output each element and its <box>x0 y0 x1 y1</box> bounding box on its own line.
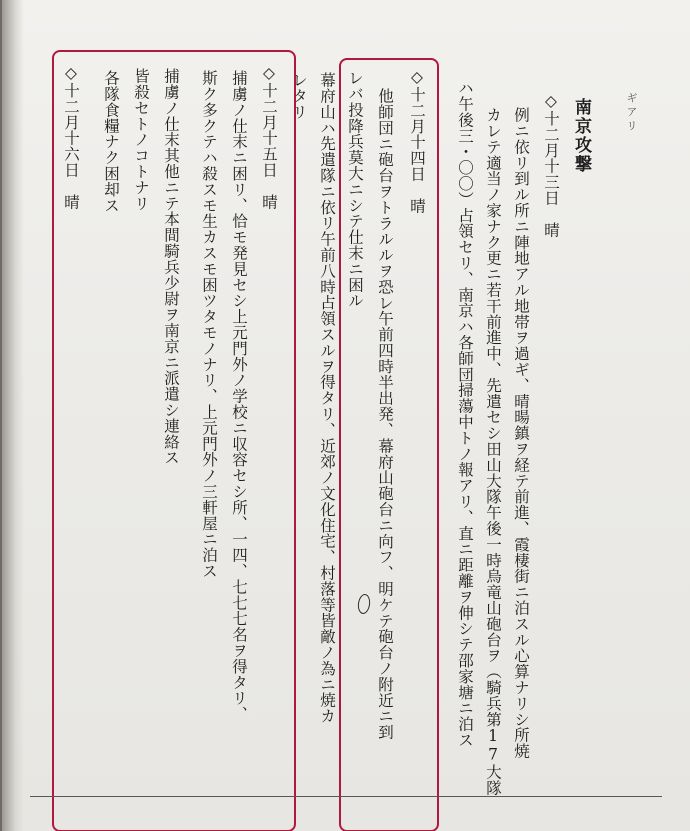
entry-line: 各隊食糧ナク困却ス <box>102 70 120 214</box>
entry-line: カレテ適当ノ家ナク更ニ若干前進中、先遣セシ田山大隊午後一時烏竜山砲台ヲ（騎兵第17大隊 <box>484 107 502 796</box>
running-header: ギアリ <box>625 92 638 134</box>
entry-line: レタリ <box>290 72 308 120</box>
entry-line: ハ午後三・〇〇）占領セリ、南京ハ各師団掃蕩中トノ報アリ、直ニ距離ヲ伸シテ邵家塘ニ泊ス <box>456 80 474 748</box>
entry-line: 斯ク多クテハ殺スモ生カスモ困ツタモノナリ、上元門外ノ三軒屋ニ泊ス <box>200 70 218 579</box>
document-page <box>2 0 690 831</box>
entry-line: レバ投降兵莫大ニシテ仕末ニ困ル <box>346 70 364 309</box>
entry-date-dec16: ◇十二月十六日 晴 <box>62 64 80 210</box>
highlight-box-dec14 <box>339 58 439 831</box>
highlight-box-dec15-16 <box>52 50 296 831</box>
entry-line: 捕虜ノ仕末其他ニテ本間騎兵少尉ヲ南京ニ派遣シ連絡ス <box>162 68 180 466</box>
entry-line: 他師団ニ砲台ヲトラルルヲ恐レ午前四時半出発、幕府山砲台ニ向フ、明ケテ砲台ノ附近ニ到 <box>376 88 394 740</box>
entry-date-dec15: ◇十二月十五日 晴 <box>260 64 278 210</box>
entry-line: 捕虜ノ仕末ニ困リ、恰モ発見セシ上元門外ノ学校ニ収容セシ所、一四、七七七名ヲ得タリ、 <box>230 70 248 722</box>
entry-line: 幕府山ハ先遣隊ニ依リ午前八時占領スルヲ得タリ、近郊ノ文化住宅、村落等皆敵ノ為ニ焼カ <box>318 72 336 724</box>
entry-date-dec13: ◇十二月十三日 晴 <box>542 92 560 238</box>
entry-date-dec14: ◇十二月十四日 晴 <box>408 68 426 214</box>
entry-line: 皆殺セトノコトナリ <box>132 68 150 212</box>
footer-rule <box>30 796 662 797</box>
page-gutter-shadow <box>2 0 24 831</box>
entry-line: 例ニ依リ到ル所ニ陣地アル地帯ヲ過ギ、晴暘鎮ヲ経テ前進、霞棲街ニ泊スル心算ナリシ所焼 <box>512 107 530 759</box>
section-title: 南京攻撃 <box>571 98 591 174</box>
